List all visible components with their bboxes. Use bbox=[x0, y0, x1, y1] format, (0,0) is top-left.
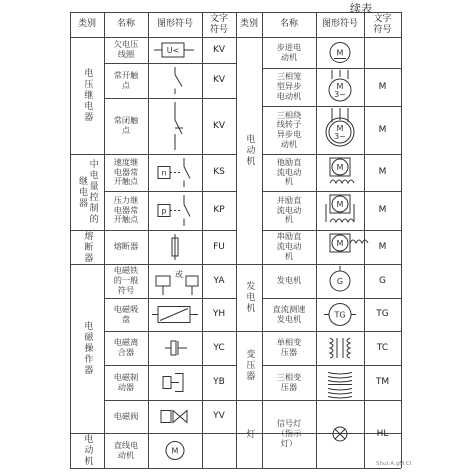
svg-text:M: M bbox=[336, 163, 344, 172]
row-name: 发电机 bbox=[276, 275, 302, 286]
tachogenerator-icon bbox=[316, 298, 364, 331]
row-name: 直流测速 发电机 bbox=[272, 303, 306, 324]
row-name: 速度继 电器常 开触点 bbox=[113, 156, 139, 187]
undervoltage-coil-icon bbox=[148, 37, 202, 63]
signal-lamp-icon bbox=[316, 400, 364, 468]
normally-open-contact-icon bbox=[148, 63, 202, 98]
svg-text:M: M bbox=[336, 239, 344, 248]
row-name: 信号灯 （指示 灯） bbox=[276, 418, 302, 448]
header-name: 名称 bbox=[279, 19, 298, 30]
category-label: 电动机 bbox=[82, 434, 93, 467]
category-label: 电动机 bbox=[244, 134, 255, 167]
row-code: KV bbox=[212, 120, 226, 131]
row-code: M bbox=[378, 205, 387, 216]
svg-text:M: M bbox=[336, 82, 344, 91]
speed-relay-contact-icon bbox=[148, 154, 202, 191]
header-symbol: 图形符号 bbox=[321, 19, 358, 30]
watermark: Shut.A.gM.CI bbox=[376, 461, 412, 467]
row-name: 三相笼 型异步 电动机 bbox=[276, 71, 302, 101]
category-label: 电磁操作器 bbox=[82, 321, 93, 376]
solenoid-valve-icon bbox=[148, 400, 202, 433]
svg-text:M: M bbox=[336, 200, 344, 209]
row-name: 电磁离 合器 bbox=[113, 337, 139, 357]
category-label: 电压继电器 bbox=[82, 68, 93, 123]
electromagnetic-chuck-icon bbox=[148, 298, 202, 331]
row-name: 并励直 流电动 机 bbox=[276, 194, 302, 225]
row-name: 电磁吸 盘 bbox=[113, 303, 139, 324]
row-code: TM bbox=[375, 377, 390, 388]
row-name: 直线电 动机 bbox=[113, 439, 139, 460]
svg-text:n: n bbox=[161, 168, 167, 178]
column-divider bbox=[401, 12, 402, 468]
header-code: 文字 符号 bbox=[373, 13, 392, 35]
row-code: YB bbox=[213, 377, 225, 388]
row-name: 单相变 压器 bbox=[276, 337, 302, 357]
page-title: 续表 bbox=[350, 2, 372, 15]
row-code: FU bbox=[213, 241, 225, 252]
category-label: 发电机 bbox=[244, 281, 255, 314]
row-code: M bbox=[378, 167, 387, 178]
row-name: 压力继 电器常 开触点 bbox=[113, 194, 139, 225]
category-label: 变压器 bbox=[244, 349, 255, 382]
row-name: 步进电 动机 bbox=[276, 41, 302, 62]
row-name: 熔断器 bbox=[113, 241, 139, 252]
electromagnetic-brake-icon bbox=[148, 365, 202, 400]
row-code: TG bbox=[376, 309, 389, 320]
row-name: 他励直 流电动 机 bbox=[276, 156, 302, 187]
row-name: 电磁阀 bbox=[113, 410, 139, 421]
row-code: YV bbox=[213, 411, 225, 422]
linear-motor-icon bbox=[148, 433, 202, 468]
svg-text:M: M bbox=[171, 446, 179, 456]
row-code: M bbox=[378, 81, 387, 92]
row-code: TC bbox=[376, 342, 389, 353]
row-name: 常开触 点 bbox=[113, 69, 139, 90]
electromagnet-icon bbox=[148, 264, 202, 298]
normally-closed-contact-icon bbox=[148, 98, 202, 154]
generator-icon bbox=[316, 264, 364, 298]
row-name: 电磁铁 的一般 符号 bbox=[113, 265, 139, 295]
row-code: M bbox=[378, 124, 387, 135]
category-label: 灯 bbox=[244, 428, 255, 440]
row-name: 三相变 压器 bbox=[276, 371, 302, 392]
header-symbol: 图形符号 bbox=[156, 19, 193, 30]
row-code: KS bbox=[213, 167, 225, 178]
header-code: 文字 符号 bbox=[209, 13, 228, 35]
stepper-motor-icon bbox=[316, 37, 364, 68]
shunt-dc-motor-icon bbox=[316, 191, 364, 230]
row-code: YC bbox=[213, 342, 225, 353]
row-name: 常闭触 点 bbox=[113, 115, 139, 135]
wound-rotor-motor-icon bbox=[316, 106, 364, 154]
row-code: YH bbox=[212, 309, 226, 320]
row-code: KV bbox=[212, 44, 226, 55]
svg-text:M: M bbox=[336, 48, 344, 58]
series-dc-motor-icon bbox=[316, 230, 364, 264]
row-code: G bbox=[379, 275, 386, 286]
pressure-relay-contact-icon bbox=[148, 191, 202, 230]
row-name: 三相绕 线转子 异步电 动机 bbox=[276, 109, 302, 149]
fuse-icon bbox=[148, 230, 202, 264]
row-code: KV bbox=[212, 75, 226, 86]
three-phase-transformer-icon bbox=[316, 365, 364, 400]
header-category: 类别 bbox=[77, 19, 96, 30]
row-name: 串励直 流电动 机 bbox=[276, 231, 302, 261]
svg-text:p: p bbox=[161, 206, 167, 216]
electromagnetic-clutch-icon bbox=[148, 331, 202, 365]
svg-text:3~: 3~ bbox=[334, 132, 346, 141]
header-name: 名称 bbox=[116, 19, 135, 30]
svg-text:或: 或 bbox=[175, 270, 183, 279]
row-code: YA bbox=[213, 275, 225, 286]
category-label: 熔断器 bbox=[82, 230, 93, 264]
svg-text:TG: TG bbox=[334, 310, 346, 320]
table-bottom-border bbox=[70, 468, 401, 469]
row-name: 电磁制 动器 bbox=[113, 371, 139, 392]
category-label: 中电量控制的继电器 bbox=[77, 159, 98, 225]
svg-text:U<: U< bbox=[166, 46, 180, 55]
row-code bbox=[202, 433, 236, 468]
single-phase-transformer-icon bbox=[316, 331, 364, 365]
separately-excited-dc-motor-icon bbox=[316, 154, 364, 191]
row-code: M bbox=[378, 241, 387, 252]
header-category: 类别 bbox=[239, 19, 258, 30]
svg-text:G: G bbox=[336, 277, 344, 286]
row-code: HL bbox=[376, 428, 389, 439]
svg-text:M: M bbox=[336, 124, 344, 133]
svg-text:3~: 3~ bbox=[334, 90, 346, 99]
squirrel-cage-motor-icon bbox=[316, 68, 364, 106]
row-code: KP bbox=[213, 205, 225, 216]
row-name: 欠电压 线圈 bbox=[113, 39, 139, 59]
row-code bbox=[364, 37, 401, 68]
